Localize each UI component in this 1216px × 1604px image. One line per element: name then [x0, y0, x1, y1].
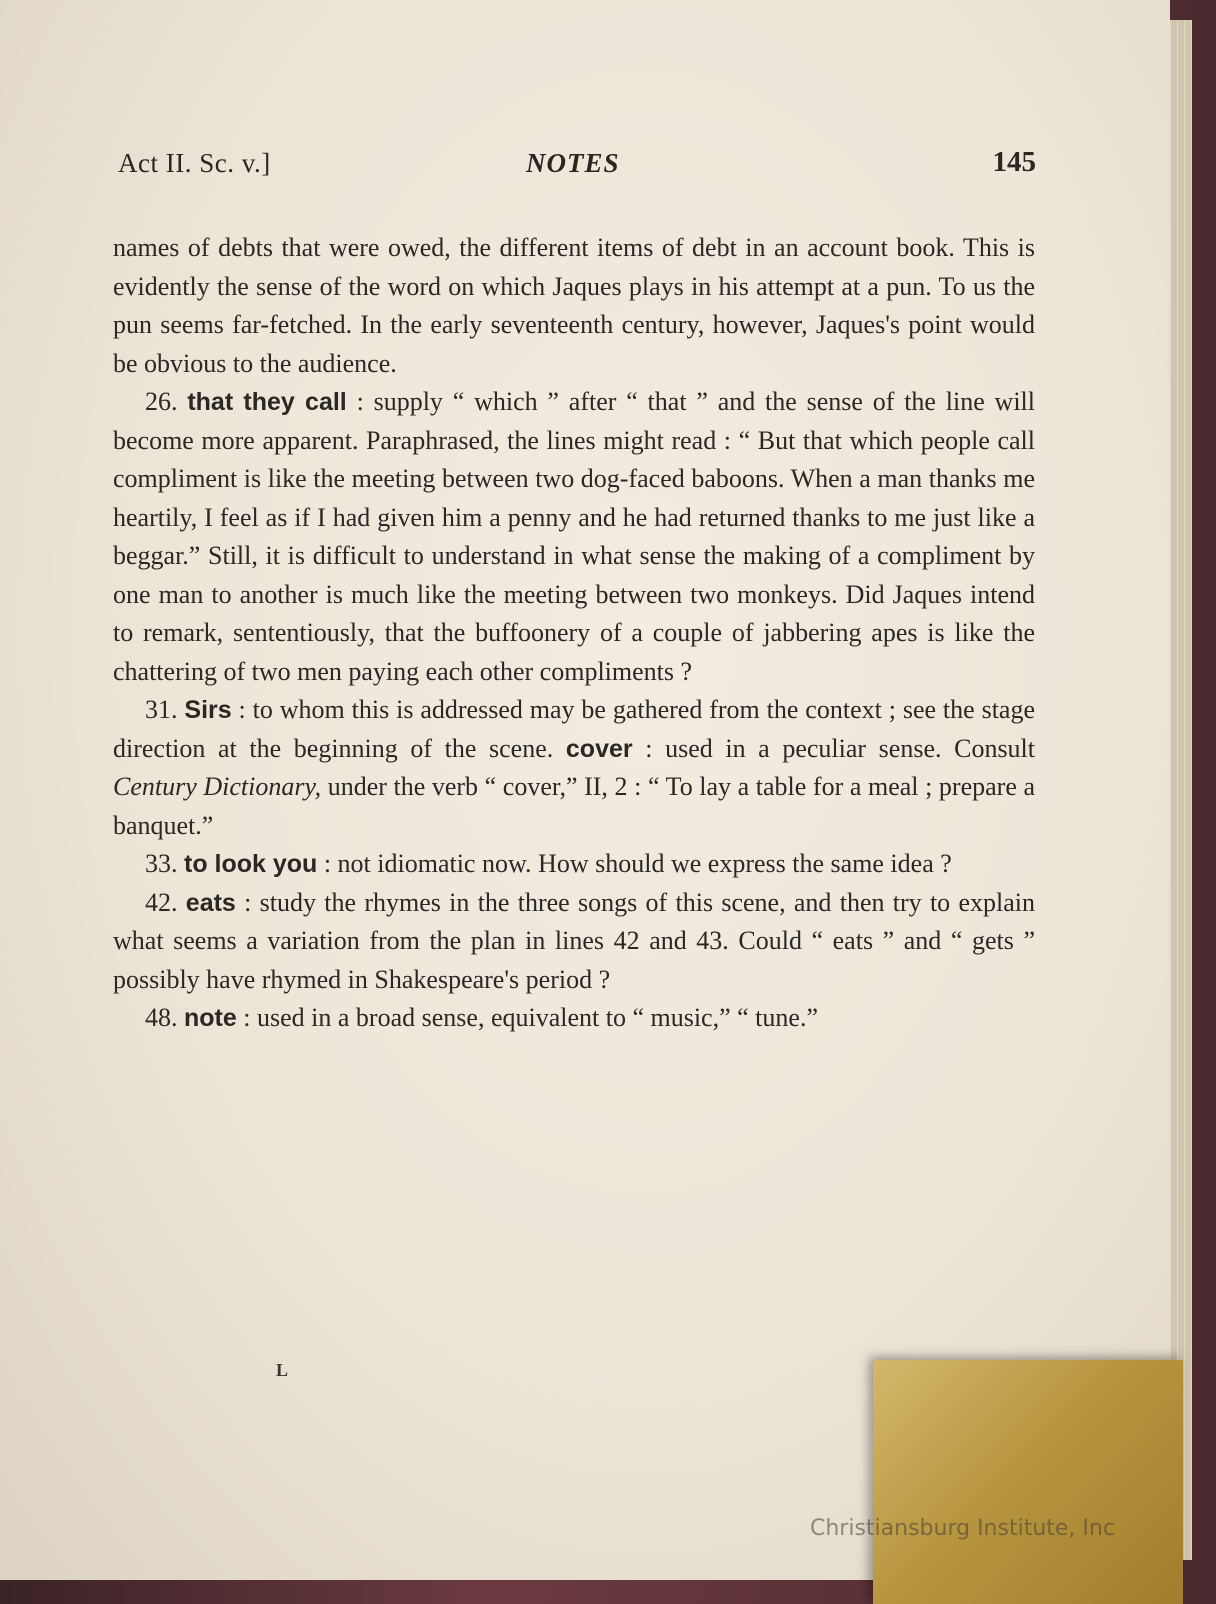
note-term-cover: cover: [565, 734, 633, 763]
note-number: 42.: [145, 887, 178, 917]
note-48: [113, 999, 1035, 1038]
note-33: [113, 845, 1035, 884]
note-text: : to whom this is addressed may be gathered from the context ; see the stage direction at the beginning of the scene.: [113, 695, 1035, 763]
watermark: Christiansburg Institute, Inc: [810, 1516, 1115, 1541]
note-text-cover: : used in a peculiar sense. Consult: [645, 733, 1036, 763]
note-text: : study the rhymes in the three songs of this scene, and then try to explain what seems a variation from the plan in lines 42 and 43. Could “ eats ” and “ gets ” possibly have rhymed in Shakespeare's period ?: [113, 887, 1036, 994]
note-31: [113, 691, 1035, 845]
page-number: 145: [992, 146, 1036, 178]
note-term: eats: [185, 888, 236, 917]
note-term: Sirs: [184, 696, 232, 724]
note-term: that they call: [187, 388, 347, 416]
note-42: [113, 884, 1035, 1000]
note-26: [113, 383, 1035, 691]
note-term: note: [184, 1004, 237, 1032]
note-number: 48.: [145, 1003, 178, 1032]
running-header: [118, 148, 1036, 188]
note-number: 26.: [145, 387, 178, 416]
note-number: 33.: [145, 849, 178, 878]
note-term: to look you: [184, 850, 318, 878]
note-text: : not idiomatic now. How should we express the same idea ?: [323, 849, 952, 878]
note-continuation: names of debts that were owed, the different items of debt in an account book. This is evidently the sense of the word on which Jaques plays in his attempt at a pun. To us the pun seems far-fetched. In the early seventeenth century, however, Jaques's point would be obvious to the audience.: [113, 233, 1035, 378]
note-number: 31.: [145, 695, 178, 724]
note-text: : supply “ which ” after “ that ” and the sense of the line will become more apparent. Paraphrased, the lines might read : “ But that which people call compliment is like the meeting between two dog-faced baboons. When a man thanks me heartily, I feel as if I had given him a penny and he had returned thanks to me just like a beggar.” Still, it is difficult to understand in what sense the making of a compliment by one man to another is much like the meeting between two monkeys. Did Jaques intend to remark, sententiously, that the buffoonery of a couple of jabbering apes is like the chattering of two men paying each other compliments ?: [113, 387, 1036, 686]
notes-body: [113, 229, 1035, 1038]
book-title-reference: Century Dictionary,: [113, 772, 322, 801]
note-text-cover-cont: under the verb “ cover,” II, 2 : “ To lay a table for a meal ; prepare a banquet.”: [113, 772, 1036, 840]
note-text: : used in a broad sense, equivalent to “ music,” “ tune.”: [243, 1003, 818, 1032]
signature-mark: L: [276, 1360, 289, 1380]
page-weight-block: [873, 1360, 1183, 1604]
section-title: NOTES: [526, 148, 620, 178]
act-scene-reference: Act II. Sc. v.]: [118, 148, 271, 178]
